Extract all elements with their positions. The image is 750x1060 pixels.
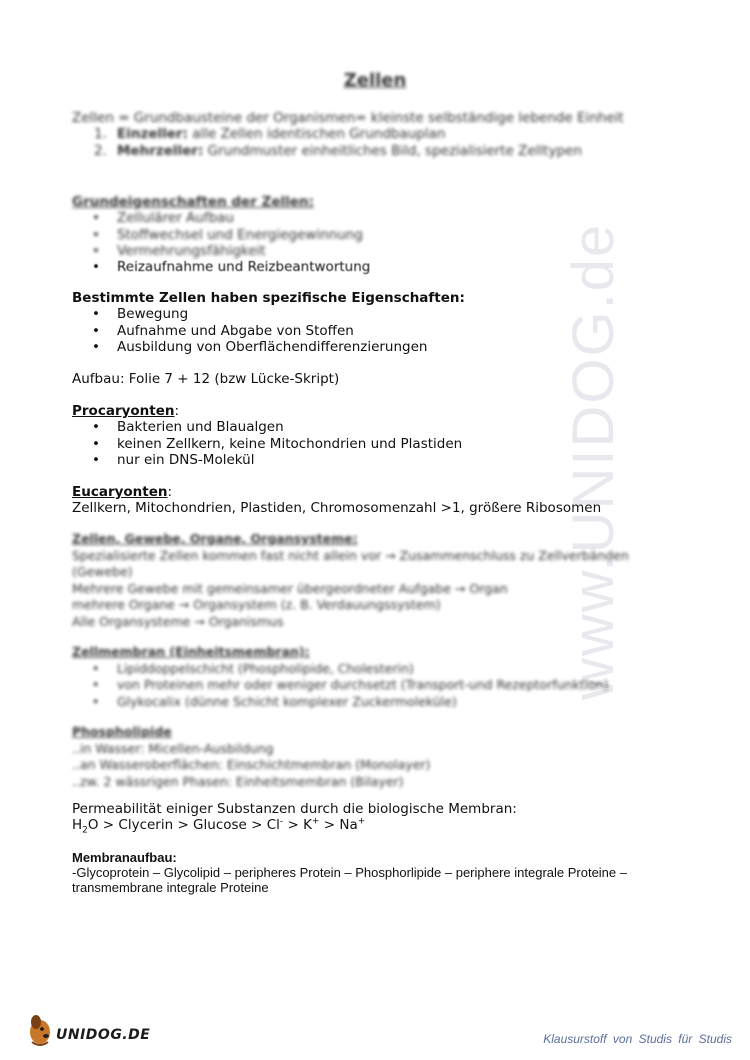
watermark: www.UNIDOG.de: [561, 222, 626, 700]
list-item: 1. Einzeller: alle Zellen identischen Grundbauplan: [94, 126, 446, 143]
permeability-formula: $H_2O$ > Clycerin > Glucose > Cl- > K+ > Na+: [72, 816, 366, 836]
membranaufbau-line: -Glycoprotein – Glycolipid – peripheres Protein – Phosphorlipide – periphere integrale Proteine –: [72, 865, 627, 880]
bestimmte-section: [72, 290, 682, 355]
eucaryonten-heading-line: Eucaryonten:: [72, 484, 173, 500]
eucaryonten-section: [72, 484, 682, 517]
permeability-section: [72, 801, 682, 834]
list-item: • Bakterien und Blaualgen: [72, 419, 682, 435]
list-item: • Glykocalix (dünne Schicht komplexer Zuckermoleküle): [72, 694, 682, 711]
list-item: • Lipiddoppelschicht (Phospholipide, Cholesterin): [72, 661, 682, 678]
gewebe-line: Alle Organsysteme → Organismus: [72, 613, 284, 629]
phospho-line: ..zw. 2 wässrigen Phasen: Einheitsmembran (Bilayer): [72, 773, 404, 789]
phospho-line: ..in Wasser: Micellen-Ausbildung: [72, 740, 274, 756]
list-item: • von Proteinen mehr oder weniger durchsetzt (Transport-und Rezeptorfunktion): [72, 677, 682, 694]
phospho-heading: Phospholipide: [72, 724, 172, 739]
logo-text: UNIDOG.DE: [56, 1027, 151, 1043]
gewebe-heading: Zellen, Gewebe, Organe, Organsysteme:: [72, 531, 358, 546]
membranaufbau-heading: Membranaufbau:: [72, 850, 177, 865]
grund-list: [72, 210, 682, 275]
procaryonten-heading: Procaryonten: [72, 403, 175, 419]
grund-heading: Grundeigenschaften der Zellen:: [72, 194, 314, 210]
membranaufbau-section: [72, 850, 712, 895]
footer-tagline: Klausurstoff von Studis für Studis: [543, 1032, 732, 1046]
eucaryonten-heading: Eucaryonten: [72, 484, 168, 500]
gewebe-line: Spezialisierte Zellen kommen fast nicht allein vor → Zusammenschluss zu Zellverbänden (Gewebe): [72, 547, 629, 579]
membran-heading: Zellmembran (Einheitsmembran):: [72, 644, 310, 659]
intro-line: Zellen = Grundbausteine der Organismen= kleinste selbständige lebende Einheit: [72, 110, 624, 126]
membran-list: [72, 661, 682, 711]
list-item: • Ausbildung von Oberflächendifferenzierungen: [72, 339, 682, 355]
procaryonten-list: [72, 419, 682, 468]
procaryonten-section: [72, 403, 682, 468]
list-item: • Vermehrungsfähigkeit: [72, 243, 682, 259]
list-item: • Bewegung: [72, 306, 682, 322]
grund-section: [72, 194, 682, 275]
aufbau-line: Aufbau: Folie 7 + 12 (bzw Lücke-Skript): [72, 371, 340, 387]
list-item: • Stoffwechsel und Energiegewinnung: [72, 227, 682, 243]
bestimmte-list: [72, 306, 682, 355]
list-item: • Aufnahme und Abgabe von Stoffen: [72, 323, 682, 339]
membran-section: [72, 644, 682, 710]
list-item: • keinen Zellkern, keine Mitochondrien und Plastiden: [72, 436, 682, 452]
aufbau-section: [72, 371, 682, 387]
intro-section: [72, 110, 682, 159]
page-title: Zellen: [343, 70, 407, 91]
list-item: • nur ein DNS-Molekül: [72, 452, 682, 468]
bestimmte-heading: Bestimmte Zellen haben spezifische Eigenschaften:: [72, 290, 465, 306]
phospho-section: [72, 724, 682, 790]
membranaufbau-line: transmembrane integrale Proteine: [72, 880, 269, 895]
eucaryonten-line: Zellkern, Mitochondrien, Plastiden, Chromosomenzahl >1, größere Ribosomen: [72, 500, 602, 517]
list-item: 2. Mehrzeller: Grundmuster einheitliches Bild, spezialisierte Zelltypen: [94, 142, 582, 159]
list-item: • Reizaufnahme und Reizbeantwortung: [72, 259, 682, 275]
procaryonten-heading-line: Procaryonten:: [72, 403, 180, 419]
gewebe-line: Mehrere Gewebe mit gemeinsamer übergeordneter Aufgabe → Organ: [72, 580, 508, 596]
permeability-line: Permeabilität einiger Substanzen durch die biologische Membran:: [72, 801, 517, 817]
intro-list: [72, 126, 682, 159]
gewebe-section: [72, 531, 682, 630]
list-item: • Zellulärer Aufbau: [72, 210, 682, 226]
phospho-line: ..an Wasseroberflächen: Einschichtmembran (Monolayer): [72, 757, 431, 772]
gewebe-line: mehrere Organe → Organsystem (z. B. Verdauungssystem): [72, 597, 441, 612]
